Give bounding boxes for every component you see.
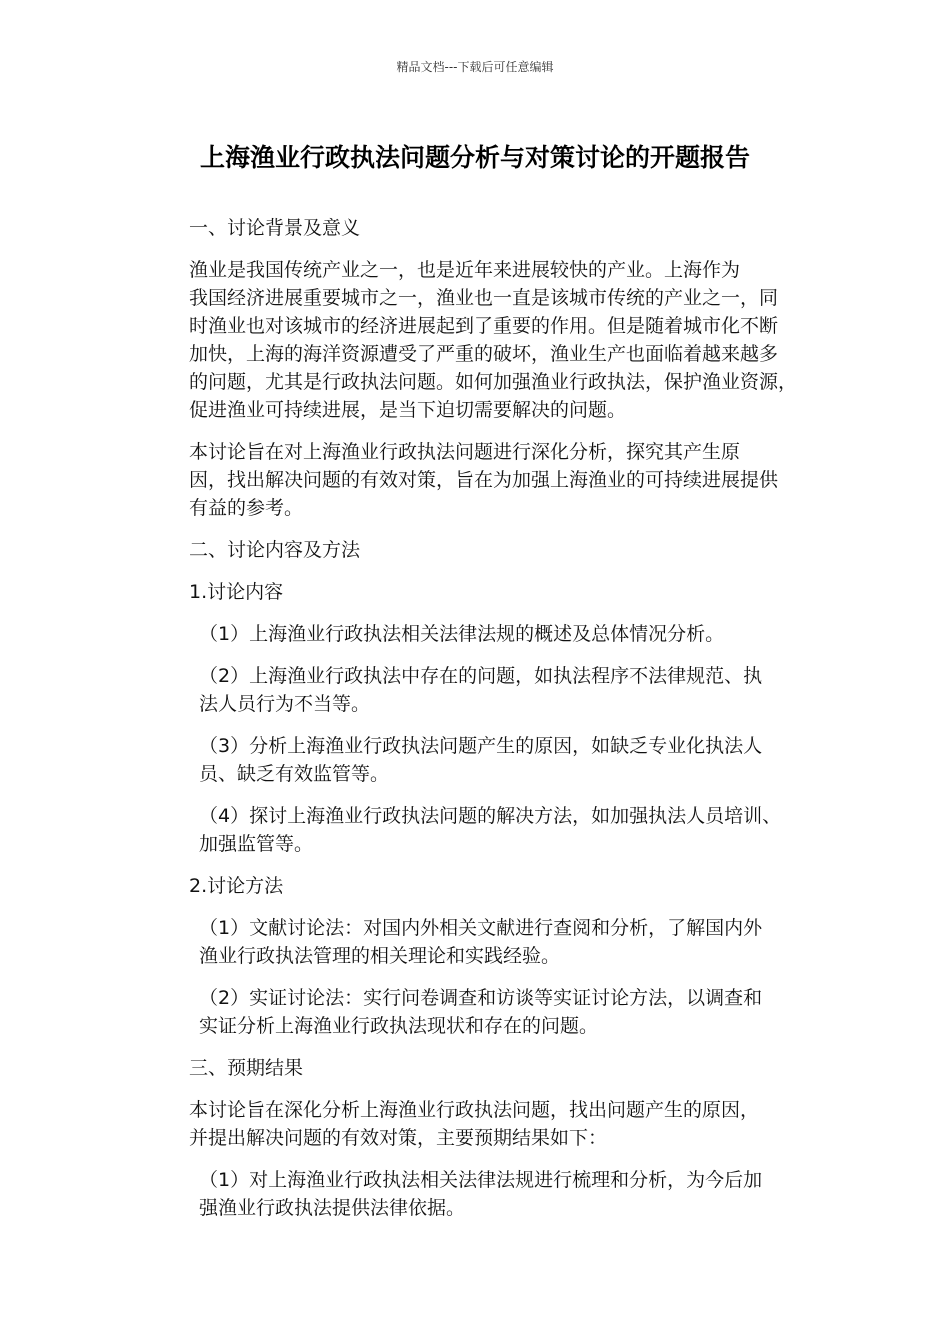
text-line: 强渔业行政执法提供法律依据。: [199, 1197, 466, 1219]
section-heading: [143, 578, 807, 606]
body-paragraph: [143, 438, 807, 522]
list-item: [143, 662, 807, 718]
list-item: [143, 984, 807, 1040]
section-heading: [143, 1054, 807, 1082]
list-item: [143, 914, 807, 970]
section-heading: [143, 872, 807, 900]
body-paragraph: [143, 256, 807, 424]
text-line: 并提出解决问题的有效对策，主要预期结果如下：: [189, 1127, 608, 1149]
text-line: 实证分析上海渔业行政执法现状和存在的问题。: [199, 1015, 599, 1037]
text-line: （2）实证讨论法：实行问卷调查和访谈等实证讨论方法，以调查和: [199, 987, 763, 1009]
list-item: [143, 732, 807, 788]
text-line: 因，找出解决问题的有效对策，旨在为加强上海渔业的可持续进展提供: [189, 469, 779, 491]
text-line: 渔业是我国传统产业之一，也是近年来进展较快的产业。上海作为: [189, 259, 741, 281]
text-line: 本讨论旨在深化分析上海渔业行政执法问题，找出问题产生的原因，: [189, 1099, 760, 1121]
section-heading: [143, 536, 807, 564]
text-line: （1）对上海渔业行政执法相关法律法规进行梳理和分析，为今后加: [199, 1169, 763, 1191]
list-item: [143, 802, 807, 858]
text-line: 一、讨论背景及意义: [189, 217, 361, 239]
page-header-note: 精品文档---下载后可任意编辑: [396, 60, 554, 74]
document-title: 上海渔业行政执法问题分析与对策讨论的开题报告: [199, 143, 750, 172]
body-paragraph: [143, 1096, 807, 1152]
text-line: 三、预期结果: [189, 1057, 304, 1079]
text-line: 1.讨论内容: [189, 581, 284, 603]
text-line: 的问题，尤其是行政执法问题。如何加强渔业行政执法，保护渔业资源，: [189, 371, 798, 393]
text-line: 员、缺乏有效监管等。: [199, 763, 390, 785]
text-line: 加强监管等。: [199, 833, 314, 855]
text-line: 法人员行为不当等。: [199, 693, 371, 715]
text-line: （1）上海渔业行政执法相关法律法规的概述及总体情况分析。: [199, 623, 725, 645]
text-line: 2.讨论方法: [189, 875, 284, 897]
text-line: （1）文献讨论法：对国内外相关文献进行查阅和分析，了解国内外: [199, 917, 763, 939]
document-body: [143, 214, 807, 1236]
text-line: （3）分析上海渔业行政执法问题产生的原因，如缺乏专业化执法人: [199, 735, 763, 757]
section-heading: [143, 214, 807, 242]
list-item: [143, 620, 807, 648]
text-line: 有益的参考。: [189, 497, 304, 519]
text-line: 我国经济进展重要城市之一，渔业也一直是该城市传统的产业之一，同: [189, 287, 779, 309]
text-line: 渔业行政执法管理的相关理论和实践经验。: [199, 945, 561, 967]
text-line: （4）探讨上海渔业行政执法问题的解决方法，如加强执法人员培训、: [199, 805, 782, 827]
text-line: （2）上海渔业行政执法中存在的问题，如执法程序不法律规范、执: [199, 665, 763, 687]
text-line: 加快，上海的海洋资源遭受了严重的破坏，渔业生产也面临着越来越多: [189, 343, 779, 365]
text-line: 本讨论旨在对上海渔业行政执法问题进行深化分析，探究其产生原: [189, 441, 741, 463]
text-line: 二、讨论内容及方法: [189, 539, 361, 561]
text-line: 时渔业也对该城市的经济进展起到了重要的作用。但是随着城市化不断: [189, 315, 779, 337]
list-item: [143, 1166, 807, 1222]
text-line: 促进渔业可持续进展，是当下迫切需要解决的问题。: [189, 399, 627, 421]
